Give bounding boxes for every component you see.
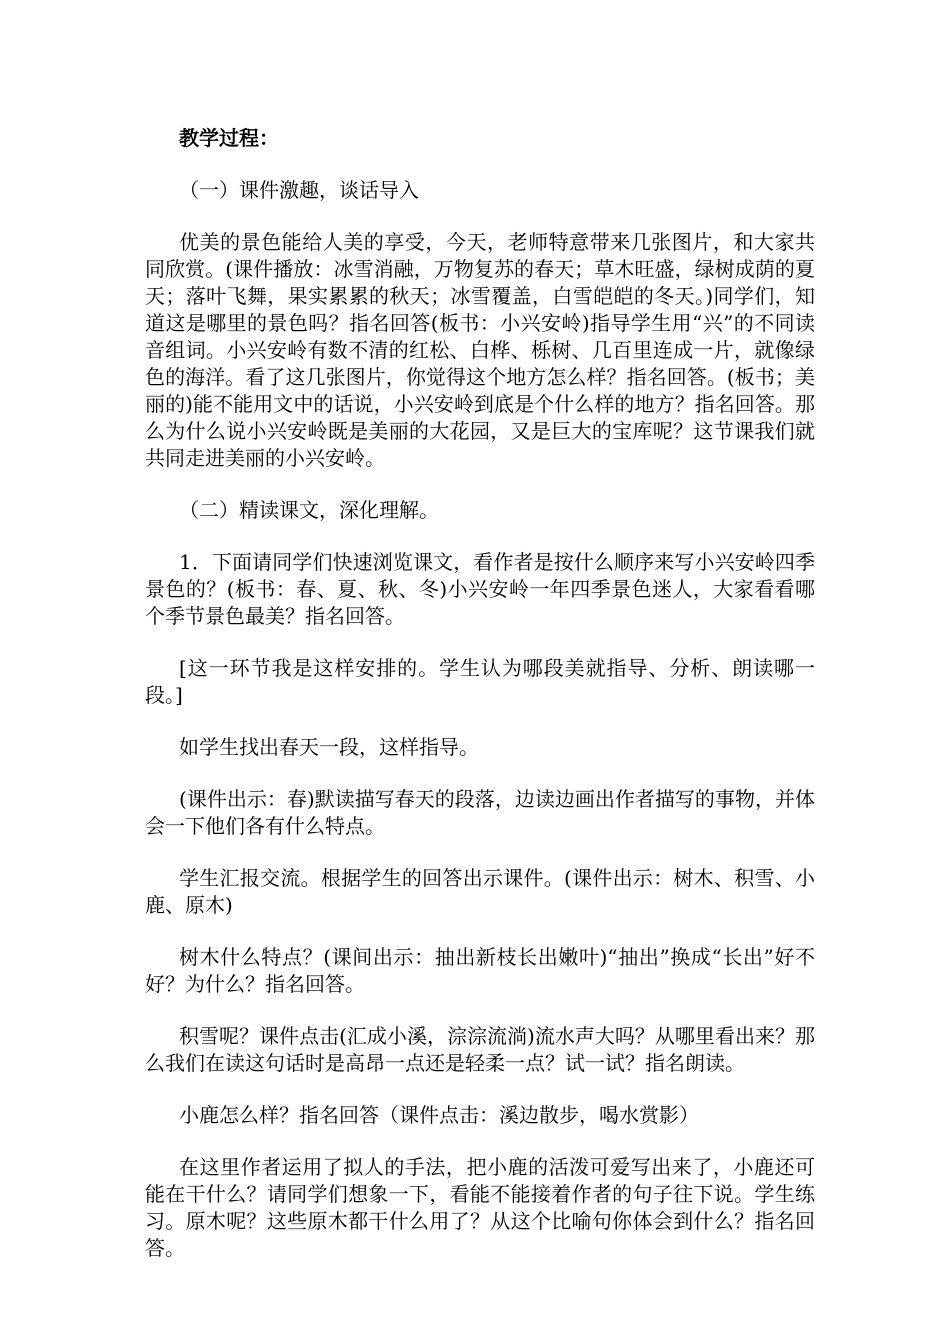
section-title-2: （二）精读课文，深化理解。 — [179, 498, 439, 522]
section-title-1: （一）课件激趣，谈话导入 — [179, 178, 419, 202]
paragraph-2: [这一环节我是这样安排的。学生认为哪段美就指导、分析、朗读哪一段。] — [145, 656, 815, 707]
paragraph-4: (课件出示：春)默读描写春天的段落，边读边画出作者描写的事物，并体会一下他们各有什么特点。 — [145, 787, 815, 838]
document-page — [145, 118, 815, 1262]
heading-teaching-process: 教学过程： — [179, 126, 279, 150]
paragraph-7: 积雪呢？课件点击(汇成小溪，淙淙流淌)流水声大吗？从哪里看出来？那么我们在读这句话时是高昂一点还是轻柔一点？试一试？指名朗读。 — [145, 1024, 815, 1075]
paragraph-3: 如学生找出春天一段，这样指导。 — [179, 735, 479, 759]
paragraph-8: 小鹿怎么样？指名回答（课件点击：溪边散步，喝水赏影） — [179, 1103, 699, 1127]
paragraph-5: 学生汇报交流。根据学生的回答出示课件。(课件出示：树木、积雪、小鹿、原木) — [145, 866, 815, 917]
paragraph-9: 在这里作者运用了拟人的手法，把小鹿的活泼可爱写出来了，小鹿还可能在干什么？请同学们想象一下，看能不能接着作者的句子往下说。学生练习。原木呢？这些原木都干什么用了？从这个比喻句你体会到什么？指名回答。 — [145, 1155, 815, 1260]
paragraph-6: 树木什么特点？(课间出示：抽出新枝长出嫩叶)“抽出”换成“长出”好不好？为什么？指名回答。 — [145, 945, 815, 996]
paragraph-intro: 优美的景色能给人美的享受，今天，老师特意带来几张图片，和大家共同欣赏。(课件播放：冰雪消融，万物复苏的春天；草木旺盛，绿树成荫的夏天；落叶飞舞，果实累累的秋天；冰雪覆盖，白雪皑皑的冬天。)同学们，知道这是哪里的景色吗？指名回答(板书：小兴安岭)指导学生用“兴”的不同读音组词。小兴安岭有数不清的红松、白桦、栎树、几百里连成一片，就像绿色的海洋。看了这几张图片，你觉得这个地方怎么样？指名回答。(板书；美丽的)能不能用文中的话说，小兴安岭到底是个什么样的地方？指名回答。那么为什么说小兴安岭既是美丽的大花园，又是巨大的宝库呢？这节课我们就共同走进美丽的小兴安岭。 — [145, 230, 815, 470]
paragraph-1: 1．下面请同学们快速浏览课文，看作者是按什么顺序来写小兴安岭四季景色的？(板书：春、夏、秋、冬)小兴安岭一年四季景色迷人，大家看看哪个季节景色最美？指名回答。 — [145, 550, 815, 628]
